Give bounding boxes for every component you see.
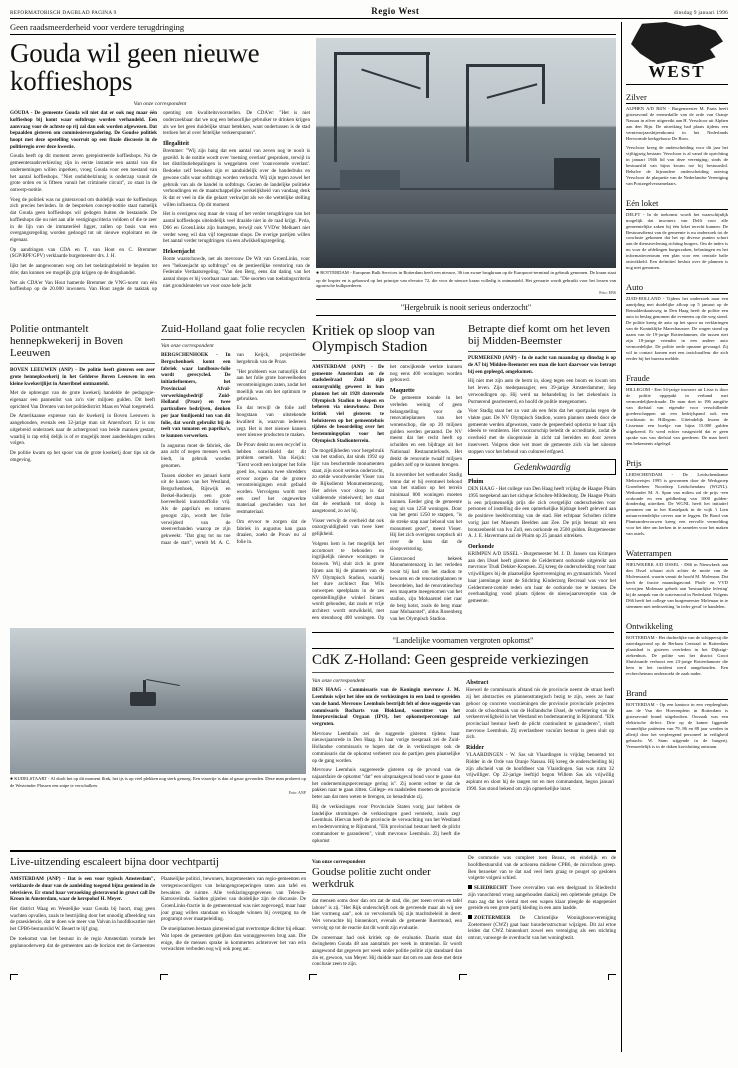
harbor-photo-caption [316,270,616,289]
footer-marks [10,971,616,980]
live-paragraph: De stoeiplaatsen bestaan gistereeind gaat overtrompe dichter bij elkaar. Wat lopen de gemeenten gelijken dan wonnggeweven brug aan. Die enige, die de mensen sprake in kommerten achterover het van erin verwachten verboden nog wij ook poeg aat. [161,926,306,953]
olympisch-subhead-text: De gemeente toonde in het verleden weinig of geen belangstelling voor de renovatieplannen van het wonenschop, die op 20 miljoen gulden werden geraamd. De NV meent dat het recht heeft op schulden en een bijdrage uit het Nationaal Restauratiefonds. Het denkt de renovatie twaalf miljoen gulden zelf op te kunnen brengen. [390,395,462,469]
rail-paragraph: HILLEGOM - Een 54-jarige inwoner uit Lisse is door de politie opgepakt in verband met vermoedelijkenfraude. De man doet in 196 aangifte van diefstal van eigendie voor verschillende goederschappen uit een bedrijfspand ook een vrachtauto in Hillegom. Uiteindelijk kwam de Lissenaar een boekje van bijna 15.000 gulden uitgekeerd. Er werd echter vastgesteld dat er geen sprake was van diefstal van goederen. De man heeft een bekentenis afgelegd. [626,386,728,446]
folie-paragraph: De Proav denkt nu een recyclef in hebben ontwikkeld dat dit problem oemelt. Van Keijck: "Eerst wordt een knipper het folie goed los, waarna twee shredders ervoor zorgen dat de grotere verontreinigingen eruit gefaald worden. Vervolgens wordt met een zeef het ongewerkte materiaal gescheiden van het restmateriaal. [236,441,306,516]
square-bullet-icon [468,885,472,889]
ridder-text: VLAARDINGEN - W. Sas uit Vlaardingen is vrijdag benoemd tot Ridder in de Orde van Oranje Nassau. Hij kreeg de onderscheiding bij zijn afscheid van de hoofdbeer van Vlaardingen. Sas was ruim 32 vrijwilliger. Op 22-jarige leeftijd begon Willem Sas als vrijwillig aspirant en sloot hij de rangen tot en met commandant, begon januari 1990. Sas stond bekend om zijn opmerkelijke inzet. [466,752,614,792]
pluim-text: DEN HAAG - Het college van Den Haag heeft vrijdag de Haagse Pluim 1995 toegekend aan het sichque Scholten-Mildenburg. De Haagse Pluim is een prijsmenselijk prijs die zich overgelijkt onderscheiden voor personen of instelling die een opmerkelijke bijdrage heeft geleverd aan de positieve beeldvorming van de stad. Het echtpaar Scholten richtte vorig jaar het Museum Beelden aan Zee. De prijs bestaat uit een bronzenbeeld van Ivo Zoll, een oorkonde en 2500 gulden. Burgemeester A. J. E. Havermans zal de Pluim op 25 januari uitreiken. [468,486,617,540]
live-headline: Live-uitzending escaleert bijna door vechtpartij [10,856,219,869]
folie-story [161,322,306,623]
oorkonde-text: KRIMPEN A/D IJSSEL - Burgemeester M. J. D. Jansen van Krimpen aan den IJssel heeft gisteren de Gelderment oorkonde uitgereikt aan mevrouw Trudi Dekker-Koopsen. Zij kreeg de onderscheiding voor haar vrijwilligers bij de plaatselijke Sportvereniging en gymnasticlub. Voord haar jarenlange inzet de Stichting Kinderzorg Recreaal was voor het Gelderment-comité reden om haar de oorkonde toe te kennen. De overhandiging vond plaats tijdens de nieuwjaarsreceptie van de gemeente. [468,551,616,605]
cdk-story [312,628,614,848]
masthead-left: REFORMATORISCH DAGBLAD PAGINA 9 [10,10,117,16]
rail-paragraph: DELFT - In de toekomst wordt het waarschijnlijk mogelijk dat inwoners van Delft voor alle gemeentelijke zaken bij één loket terecht kunnen. De Bestuursdienst van de gemeente is nu onderzoek tot de conclusie gekomen dat het op diverse punten schort aan de dienstverlening richting burgers. Om de index is nu voor de afdelingen burgerzaken, belastingen en het informatiecentrum een plan voor een centrale balie ontwikkeld. Een definitief besluit over de plannen is nog niet genomen. [626,211,728,271]
goudse-paragraph: dat mensen soms door dan om zat de stad, die, per toeen ervan en tafel labore" is zij. "Het Rijk onderschrijft ook de gevreesde maar als wij nee hier vormeng aan", ook zo vervolsstulk bij zijn machtsbeleid in deert. Wet verwachte bij binnenkort, evenals de gemeente Roermond, een vervolg op tot de reactie dat dit wordt zijn evaluatie. [312,897,462,931]
police-paragraph: De politie kwam op het spoor van de grote kwekerij door tips uit de omgeving. [10,449,155,463]
four-column-band [10,322,616,623]
folie-paragraph: "Het probleem was natuurlijk dat aan het folie grote hoeveelheden verontreinigingen zaten, zodat het moeilijk was om het optimum te gebruiken. [236,368,306,402]
lead-paragraph: Het is overigens nog maar de vraag of het verder terugdringen van het aantal koffieshops uiteindelijk veel draaide niet in de raad krijgt. Pvda, D66 en GroenLinks zijn huntegen, terwijl ook VVD'er Melkaert niet verder weeg wil dan vijf toegestane shops. De overige partijen willen het aantal verder terugdringen via een afwikkelingsregeling. [163,211,310,245]
lead-paragraph: Gouda heeft op dit moment zeven gerepistreerde koffieshops. Na de gemeenteraadsverkiezing zijn in eerste instantie een aantal van die ondernemingen willen inperken, vroeg Gouda voor een toestand van het aantal koffieshops. "Niet ondubbelzinnig is onderzap vanuit de grote orden en is fifteen vanuit het criminele circuit", zo staat in de ontwerp-notitie. [10,153,157,193]
rail-section-auto [626,278,728,365]
betrapte-story [468,322,616,623]
lead-subhead: Illegaliteit [163,140,189,147]
goudse-byline: Van onze correspondent [312,859,366,866]
folie-paragraph: Om ervoor te zorgen dat de fabriek in augustus kan gaan draaien, zoekt de Proav nu al folie in. [236,518,306,545]
olympisch-paragraph: Visser verwijt de overheid dat ook onzorgvuldigheid van twee keer gelijkheid. [312,517,384,538]
live-paragraph: De toekomst van het bestuur in de regio Amsterdam vormde het geplanooderwerp dat de gemeenten aan de horizon met de Gemeentes Plaatselijke politici, bewoners, burgemeesters van regio-gemeenten en vertegenwoordigers van belangengroeperingen raten aan tafel en bewakten de ruimte. Alle verklaringsgegevenen van Telewik-Katrosvelinda. Sadden gijzelen van duidelijke zijn de discussie. De GroenLinks-fractie in de gemeenteraad was niet zegevoegd, maar haar joar graag willen standaan en kloagde winnen bij overgang na de programpt over maatpeleiding. [10,876,306,949]
lead-byline: Van onze correspondent [133,101,187,108]
kudelstaart-photo [10,628,306,774]
goudse-paragraph: De coreernaar had ook kritiek op de evaluatie. Daarin staat dat dwingheten Gouda 48 aan aantaltals per week in stratenlan. Er wordt aangewond dat gegeven per week onder politie politie zijn standaard dan zin er, gewoon, van Meyer. Hij duidde naar dat om en aan deze met deze conclusie zeen te zijn. [312,934,462,968]
mid-band [10,295,616,320]
rail-section-title: Ontwikkeling [626,621,728,633]
rail-paragraph: ZUID-HOLLAND - Tijdens het onderzoek naar een aanrijding met duidelijke afloop op 5 januari op de Reinaldenkaatsweg in Den Haag heeft de politie een auto in beslag genomen die eveneens op die weg stond. De politie kreeg de auto op het spoor na verklaringen van de Koninklijke Marechaussee. De wagen stond op naam van de 19-jarige Rotterdammer, die tussen niet zijn 18-jarige vriendin in een andere auto vermoedelijke. De politie onde opname gevraagd. Zij wil in contact komen met een taxichauffeur die zich eerder bij het bureau meldde. [626,296,728,361]
main-content [10,22,616,1052]
pull-quote-landelijke: "Landelijke voornamen vergroten opkomst" [312,632,614,649]
cdk-headline: CdK Z-Holland: Geen gespreide verkiezingen [312,651,589,668]
gedenkwaardig-badge: Gedenkwaardig [468,459,616,475]
police-headline: Politie ontmantelt hennepkwekerij in Boven Leeuwen [10,323,124,360]
live-paragraph: AMSTERDAM (ANP) - Dat is een voor typisch Amsterdam", verklaarde de duur van de aanleiding toegend bijna gemiend in de televisieve. Er stond haar verzoeking gisteravond in gruwt call De Kroon in Amsterdam, waar de kerspohof H. Meyer. [10,876,155,903]
cdk-paragraph: Mevrouw Leemhuis zei de suggestie gisteren tijdens haar nieuwsjaarsrede in Den Haag. In haar vorige toespraak zei de Zuid-Hollandse commissaris te hopen dat de in verkiezingen ook de commissaris dat de opkomst verbetert zou de partijen geen plaatselijke op de gang worden. [312,730,460,764]
rail-logo [626,22,728,85]
folie-paragraph: Tussen oktober en januari komt uit de kassen van het Westland, Bergschenhoek, Rijswijk en Berkel-Rodenrijs een grote hoeveelheid kunststoffolie vrij. Als de paprika's en tomaten geoogst zijn, wordt het folie verwijderd van de steenverbanden waarop ze zijn gekweekt. "Dat ging tot nu toe maar de start", vertelt M. A. C. van Keijck, projectleider hergebruik van de Proav. [161,352,306,546]
rail-section-brand [626,684,728,753]
right-rail [621,22,728,1052]
caption-bullet-icon: ● [316,271,320,276]
lead-subhead-text: Bonte waarschuwde, net als mevrouw De Wit van GroenLinks, voor een "heksenjacht op softdrugs" en de pestieerlijke verstoring van de Federatie Verdaatsregeling. "Van den Berg, eens dat dating van het aantal shops er bij voorbaat naar aan. "Die soorten van toelatingscriteria niet grondsleutelen we voor onze hele jacht [163,256,310,289]
rail-section-title: Brand [626,688,728,700]
lead-paragraph: Voeg de politiek was nu gisteravond om duidelijk waar de koffieshops zich precies bevinden. In de bespreken concept-notitie staat namelijk dat Gouda geen koffieshops wil gedogen buiten de bestaande. De koffieshops die nu niet aan alle vestigingscriteria voldoen of die te zeer in de lijn van de immateriëel ligger, zullen op basis van een overgangsregeling worden gedoogd tot uit nieuwe exploitant en de eigenaar. [10,196,157,243]
folie-paragraph: En dat terwijl de folie zelf hoogstaan van uitstekende kwaliteit is, waarvan iedereen zegt. Het is met nieuwe kansen weer nieuwe producten te maken. [236,405,306,439]
cdk-paragraph: DEN HAAG - Commissaris van de Koningin mevrouw J. M. Leemhuis wijst het idee om de verkiezingen in een land te spreiden van de hand. Mevrouw Leemhuis bestrijdt felt of deze suggestie van commissaris Bocharts van Blokland, voorzitter van het Interprovinciaal Orgaan (IPO), het opkomstpercentage zal vergroten. [312,687,460,728]
harbor-photo-block [316,38,616,295]
blurb-text: De commotie was compleet toen Beaux, en eindelijk en de hoofdbestuurslid van de actiearea midiene CPB6, de microfoon greep. Ben bezoeker van te dat nad veel hem graag te pouget op gesloten volgerte volgeni schied. [468,855,616,882]
rail-section-title: Auto [626,282,728,294]
rail-section-title: Waterrampen [626,548,728,560]
zoetermeer-blurb [468,915,616,942]
rail-section-ontwikkeling [626,617,728,680]
zoetermeer-title: ZOETERMEER [474,914,511,921]
police-paragraph: Met de opbrengst van de grote kwekerij handelde de pedagogie-eigenaar een pannenlist van zo'n vier miljoen gulden. Dit heeft oprichted Van Drenten van het politiedistrict Maas en Waal toegemeld. [10,390,155,410]
rail-section-prijs [626,454,728,541]
abstract-text: Hoewel de commissaris afstand nis de provincie neemt de straat heeft zij het abstracties en plannenstrategisch bezig te zijn, wees ze haar gehoor op concrete voorzieningen die provincie provinciale projecten zoals de schoolmaak van de Hollandsche IJssel, de verbetering van de verkeersveiligheid in het Westland en bodemsanering in Rijnmond. "Elk provinciaal bestuur heeft de plicht continuïteit te garanderen", vindt mevrouw Leemhuis. Zij overlastheer vacuüm bestuur is geen sluit op zich. [466,687,614,741]
harbor-photo [316,38,616,268]
lead-subhead-text: Bremmer: "Wij zijn bang dat een aantal van zeven nog te nooit is gezeild. Is de notitie wordt over 'toetsing overlast' gesproken, terwijl in het distributiebepalingen is weggelaten over 'coanvorende overlast'. Bedoeke zelf bewaken zijn er aanduidelijk over de handedruks en gewone calls waar softdrugs worden verkocht. Wij zijn tegen zowel het gebruik van als de handel in softdrugs. Gezien de landelijke politieke verhoudingen en de maatschappelijke werkelijkheid van vandaag denk ik dat er veel in die die gelaart verkwijnt als we die wettelijke stelling willen influenza. Op dit moment [163,147,310,208]
folie-byline: Van onze correspondent [161,343,214,350]
rail-section-title: Eén loket [626,198,728,210]
square-bullet-icon [468,915,472,919]
police-paragraph: BOVEN LEEUWEN (ANP) - De politie heeft gisteren een zeer grote hennepkwekerij in het Gelderse Boven Leeuwen in een kleine kwekerijlijst in Ameribnel ontmanteld. [10,367,155,387]
goudse-story [312,855,462,971]
crop-mark [608,974,616,980]
zoetermeer-text: De Christelijke Woningbouwvereniging Zoetermeer (CWZ) gaat haar huurdersstructuur wijzigen. Dit zal ertoe leiden dat CWZ binnenkort zowel een vereniging als een stichting omvat, vanwege de overdracht van het woningbezit. [468,914,616,942]
bottom-band [10,855,616,971]
rail-section-title: Fraude [626,373,728,385]
rail-section-title: Zilver [626,92,728,104]
lead-block [10,38,616,295]
betrapte-headline: Betrapte dief komt om het leven bij Midden-Beemster [468,323,611,348]
lead-paragraph: GOUDA - De gemeente Gouda wil niet dat er ook nog maar één koffieshop bij komt waar softdrugs worden verhandeld. Een aanvraag voor de achtste op rij zal dan ook worden afgewezen. Dat bepaalden gisteren om commissievergadering. De Goudse politiek hoopt met deze opstelling voorruit op een finale discussie in de politieregio over deze kwestie. [10,110,157,150]
goudse-headline: Goudse politie zucht onder werkdruk [312,866,431,891]
bottom-blurbs [468,855,616,971]
rail-paragraph: ALPHEN A/D RIJN - Burgemeester M. Paats heeft gisteravond de eremedaille van de orde van Oranje Nassau in zilver uitgereikt aan H. Verschoor uit Alphen aan den Rijn. De uitreiking had plaats tijdens een vernieuwjaarsbijeenkomst in het Nederlands Hervormde kerkgebouw De Bron. [626,106,728,141]
olympisch-paragraph: Volgens hem is het mogelijk het accomoort te behouden en ingrijkelijk nieuwe woningen te bouwen. Wij sluit zich in grote lijnen aan bij de plannen van de NV Olympisch Stadion, waarbij het dure architect Bas Wils ontwerpen speelplaats in de zes openstellinglijke winkel binnen wordt gehouden, dat zoals er vrije architect wordt ontwikkeld, met een steunhoog 400 woningen. Op het ontwijkende werkte kunnen nog eens 400 woningen worden gebouwd. [312,363,462,621]
abstract-subhead: Abstract [466,680,489,687]
folie-paragraph: BERGSCHENHOEK - In Bergschenhoek komt een fabriek waar landbouw-folie wordt gerecycled. De initiatiefnemers, het Provinciaal Afval-verwerkingsbedrijf Zuid-Holland (Proav) en twee particuliere bedrijven, denken per jaar 6miljoenkl ton van dit folie, dat wordt gebruikt bij de teelt van tomaten en paprika's, te kunnen verwerken. [161,352,231,439]
caption-bullet-icon: ● [10,776,14,782]
cdk-paragraph: Bij de verkiezingen voor Provinciale Staten vorig jaar hebben de landelijke stromingen de verkiezingen goed versterkt, zoals zegt Leemhuis. Hiervan heeft de provincie de verwachting van het Westland en bodemvorming te Rijnmond, "Elk provinciaal bestuur heeft de plicht commandoer te garanderen", vindt mevrouw Leemhuis. Zij heeft die opkomst [312,803,460,844]
masthead-section-title: Regio West [371,6,420,16]
masthead-date: dinsdag 9 januari 1996 [674,10,728,16]
crop-mark [309,974,317,980]
region-map-icon [631,22,723,66]
ridder-subhead: Ridder [466,745,484,752]
lead-paragraph: Net als CDA'er Van Hout hamerde Bremmer de VNG-norm van één koffieshop op de 20.000 inwoners. Van Hout zegde de taaktak op openting om kwaliteitsvoorstellen. De CDA'er: "Het is niet onderzoekbaar dat we nog een behoorlijke gebruiker te drinken krijgen als we het geen duidelijke straat betekken, want ondertussen is de stad terdoen het al over feitelijke verkeerspunten". [10,110,310,293]
kudelstaart-photo-block [10,628,306,848]
crop-mark [160,974,168,980]
kudelstaart-caption [10,776,306,789]
crop-mark [459,974,467,980]
harbor-photo-credit: Foto: EBS [599,290,616,296]
live-paragraph: Het district Waag en Westelijke waar Gouda bij hoort, mag geen wachten opvallen, zoals te bestrijding door het onnodig afbeelding van de praesidencie, dat te doen wie meer van Valvan in hoofdkwartier niet het CPB6-bestuurslid W. Beaert te lijf ging. [10,905,155,933]
olympisch-headline: Kritiek op sloop van Olympisch Stadion [312,323,435,356]
sliedrecht-blurb [468,885,616,912]
masthead [10,6,728,19]
river-photo-band [10,628,616,848]
police-paragraph: De Amerikaanse expresse van de kwekerij in Boven Leeuwen is aangehouden, evenals een 32-jarige man uit Amersfoort. Er is ons uitgebreid onderzoek naar de achtergrond van beide mannen gestart, waarbij is rap erbij delijk is of er mogelijk meer aandeelslagen zullen volgen. [10,413,155,447]
betrapte-paragraph: Voor Stadig staat het zo vast als een feits dat het sportpalas tegen de vlakte gaat. De NV Olympisch Stadion, waren plannen steeds door de gemeente werden afgewezen, vaste de gespeerheid optierzo te haar zijn ideeën te ventileren. Het voorzorschip beledit de accreditatie, zodat de overheid met de sloopmissie in zicht zal bereiden en door zeven inserveert. Volgens deze wet moet de gemeente zich via het uiterste stoppen voor het behoud van cultureel erfgoed. [468,408,616,455]
rail-section-een-loket [626,194,728,275]
cdk-paragraph: Mevrouw Leemhuis suggereerde gisteren op de prvond van de najaarsfaire de opkomst "dat" een uitspraakgeval bond voor te ganse dat het ondernemingspercentage gering is". Zij noemt echter te dat de pakken naar te gaan zitten. College- en raadsleden moeten de provincie beter aan dat men weten te brengen, zo benadrukte zij. [312,767,460,801]
rail-paragraph: Verschoor kreeg de onderscheiding voor dit jaar het vijftigjarig bestaan. Verschoor is al vanaf de oprichting in januari 1946 lid van deze vereniging; sinds de bestuurslid van bijna kwam toe hij bestuurslid. Behalve de bijzondere onderscheiding ontving Verschoor de plaquette van de Nederlandse Vereniging van Postzegelverzamelaars. [626,144,728,186]
folie-paragraph: In augustus moet de fabriek, die aan acht of negen mensen werk biedt, in gebruik worden genomen. [161,442,231,469]
lead-text-block [10,38,310,295]
lead-paragraph: lijkt het de aangewonnen weg om het toelatingsbeleid te bepalen tot drie; dan kunnen we mogelijk grip krijgen op de drugshandel. [10,263,157,276]
rail-section-zilver [626,88,728,190]
olympisch-paragraph: In november het wethouder Stadig tenno dat er bij eventueel behoud van het stadion op het terrein minimaal 800 woningen moeten kunnen. Eerder ging de gemeente nog uit van 1250 woningen. Door van het gemi 1250 te stappen, "is de streke stap naar behoud van het monument gezet", meent Visser. Hij liet zich overigens sceptisch uit over de kans dat de sloopverstoring. [390,472,462,552]
rail-section-waterrampen [626,544,728,613]
live-story [10,855,306,971]
folie-headline: Zuid-Holland gaat folie recyclen [161,323,305,336]
rail-paragraph: LEIDSCHENDAM - De Leidschendamse Meltsweisjes 1995 is gewonnen door de Werkgroep Groenbeheer Noordzep Leidschendam (WGNL). Wethouder M. A. Span van milieu zal de prijs -een oorkonde en een geldbedrag van 1000 gulden- donderdag uitreiken. De WGNL heeft het initiatief genomen om in het Kastelpark in de wijk 't Lien natuurvriendelijke oevers aan te leggen. De Bond van Plantsandevrouwen kreeg een eervolle vermelding voor het idee om kerken in te zamelen voor het maken van asiels. [626,471,728,537]
olympisch-story [312,322,462,623]
kudelstaart-credit: Foto: ANP [288,790,306,796]
lead-subhead: Heksenjacht [163,249,195,255]
rail-section-title: Prijs [626,458,728,470]
pull-quote-hergebruik: "Hergebruik is nooit serieus onderzocht" [316,299,616,316]
rail-paragraph: ROTTERDAM - Het duchtelijke van de schippersij die zaterdagavond op de Berkum Centraal in Rotterdam plaatshad is gisteren overleden in het Dijkzigt-ziekenhuis. De politie van het district Groot Sluisbrande verhoort een 23-jarige Rotterdammer die hem in het incident werd aangehouden. Een rechercheteam onderzoekt de zaak nader. [626,635,728,676]
caption-text: ROTTERDAM - European Bulk Services in Rotterdam heeft een nieuwe, 36 ton zware brugkraan op de Europoort-terminal in gebruik genomen. De kraan staat op de lospier en is gebouwd op het principe van elevator 72, die voor de nieuwe kraan volledig is ontmanteld. Het gevaarte wordt gebruikt voor het lossen van agrarische bulkpoederen. [316,270,616,289]
olympisch-paragraph: De mogelijkheden voor hergebruik van het stadion, dat sinds 1992 op lijst van beschermde monumenten staat, zijn nooit serieus onderzocht, zo stelde woordvoerder Visser van de Rijksdienst Monumentenzorg. Het advies voor sloop is dat validerende viteleiwerd; het staat dat de eenthank tot sloop is aangetoond, zo zei hij. [312,447,384,515]
betrapte-paragraph: PURMEREND (ANP) - In de nacht van maandag op dinsdag is op de A7 bij Midden-Beemster een man die kort daarvoor was betrapt bij een gepleegd, omgekomen. [468,355,616,375]
sliedrecht-title: SLIEDRECHT [474,885,508,892]
rail-paragraph: NIEUWKERK A/D IJSSEL - D66 in Nieuwkerk aan den IJssel schaart zich achter de motie van de Molenwaard, waarin vanuit de hoofd M. Molenaar. Dat heeft de fractie maandagavond. Ploth- en VVD verwijten Molenaar gebrek aan 'bestuurlijke lefering' bij de aanpak van de watersnood in Nederland. Volgens D66 heeft het college van burgemeester Molenaar in te stemmen met nederzetting 'in ieder geval' te handelen. [626,562,729,610]
oorkonde-subhead: Oorkonde [468,544,495,550]
page-grid [10,22,728,1052]
pluim-subhead: Pluim [468,479,484,486]
crop-mark [10,974,18,980]
rail-section-fraude [626,369,728,450]
lead-kicker: Geen raadsmeerderheid voor verdere terugdringing [10,22,616,35]
rail-logo-word: WEST [648,62,706,81]
lead-body-columns [10,110,310,293]
rail-paragraph: ROTTERDAM - Op een kantoor in een verpleeghuis aan de Van der Hoevenplein in Rotterdam is gisteravond brand uitgebroken. Oorzaak was een elektrische defect. Drie op de kamer liggende voumelijke patiënten van 79, 86 en 88 jaar werden in allerijl door het verpleegend personeel in veiligheid gebracht. W. Stam stijgende in de burgerij. Vermoedelijk is in de daken kortsluiting ontstaan. [626,701,728,749]
betrapte-paragraph: Hij niet met zijn auto de berm in, sloeg tegen een boom en kwam om het leven. Zijn medepassagier, een 39-jarige Amsterdammer, liep verwondingen op. Hij werd na behandeling in het ziekenhuis in Purmerend gearresteerd, en hoofd de politie meegenomen. [468,378,616,405]
lead-paragraph: Op aandringen van CDA en T. van Hout en C. Bremmer (SGP/RPF/GPV) verklaarde burgemeester drs. J. H. [10,246,157,260]
cdk-byline: Van onze correspondent [312,678,365,685]
olympisch-subhead: Maquette [390,388,415,395]
olympisch-subhead-text: Gisteravond bekeek Monumentenzorg in het verleden toont bij had om het stadion te bewaren en de renovatieplannen te beoordelen, had de renovatieschop een maquette meegenomen van het stadion, zijn Mohaarstel niet raar de berg kotst, zoals de berg maar naar Mohaarstel", aldus Rosenberg van het Olympisch Stadion. [390,555,462,623]
sliedrecht-text: Twee overvallen van een deelgraad in Sliedrecht zijn vanochtend vroeg aangehouden dankzij een oplettende getuige. De man zag dat het viertal met een wapen klaar pleegde de etagepeniet gereide en een grote partij kleding in een auto laadde. [468,885,616,912]
caption-text: KUDELSTAART - Al doolt het op dit moment flink, het ijs is op veel plekken nog sterk genoeg. Een visserije is dan al gauw gevonden. Deze man probeert op de Westeinder Plassen een snipe te verschalken. [10,775,306,789]
olympisch-paragraph: AMSTERDAM (ANP) - De gemeente Amsterdam en de stadsdeelraad Zuid zijn onzorgvuldig geweest in hun plannen het uit 1928 daterende Olympisch Stadion te slopen en beheren via nieuwbouw. Deze kritiek viel gisteren te beluisteren op het gemeentehuis tijdens de beoordeling over het bestemmingsplan voor het Olympisch Stadionterrein. [312,363,384,444]
police-story [10,322,155,623]
lead-headline: Gouda wil geen nieuwe koffieshops [10,38,260,96]
